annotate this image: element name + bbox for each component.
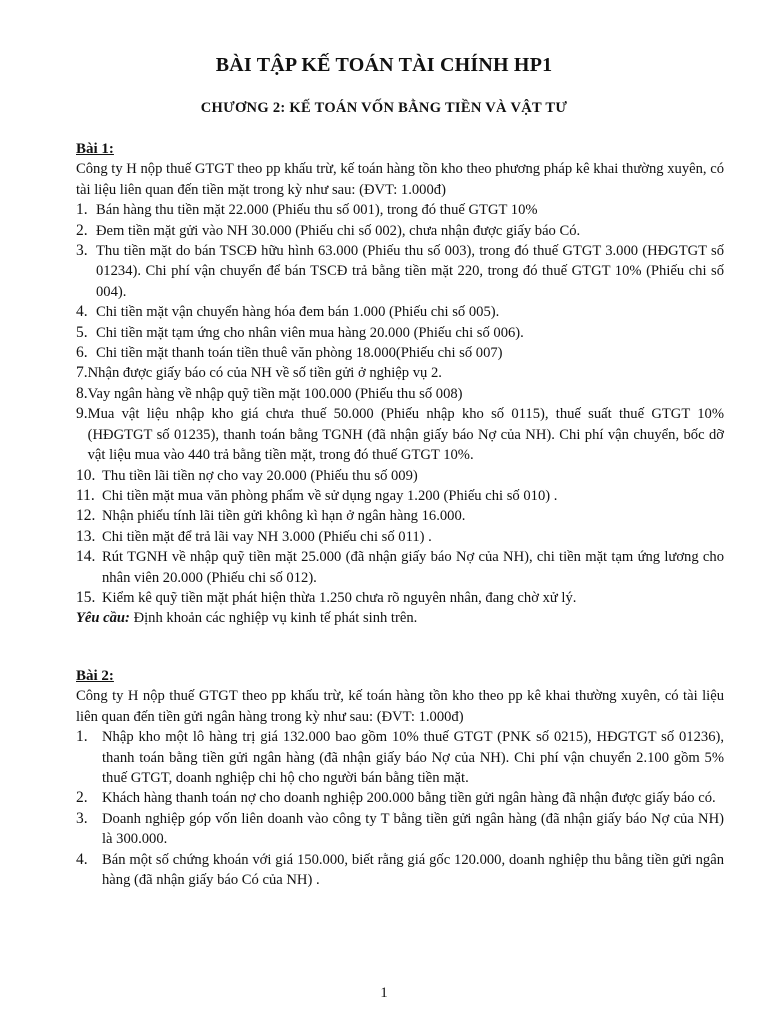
requirement-text: Định khoản các nghiệp vụ kinh tế phát sinh trên.	[129, 610, 418, 627]
page-number: 1	[380, 985, 388, 1001]
item-number: 15.	[76, 588, 96, 606]
item-text: Nhận được giấy báo có của NH về số tiền gửi ở nghiệp vụ 2.	[87, 365, 442, 382]
item-number: 3.	[76, 809, 88, 827]
item-text: Nhập kho một lô hàng trị giá 132.000 bao gồm 10% thuế GTGT (PNK số 0215), HĐGTGT số 01236), thanh toán bằng tiền gửi ngân hàng (đã nhận giấy báo Nợ của NH). Chi phí vận chuyển 2.100 gồm 5% thuế GTGT, doanh nghiệp chi hộ cho người bán bằng tiền mặt.	[102, 729, 724, 787]
list-item	[76, 547, 724, 588]
list-item	[76, 809, 724, 850]
item-text: Chi tiền mặt vận chuyển hàng hóa đem bán 1.000 (Phiếu chi số 005).	[96, 304, 500, 321]
exercise-1-list	[76, 200, 724, 608]
item-number: 11.	[76, 486, 95, 504]
list-item	[76, 527, 724, 547]
item-text: Rút TGNH về nhập quỹ tiền mặt 25.000 (đã nhận giấy báo Nợ của NH), chi tiền mặt tạm ứng lương cho nhân viên 20.000 (Phiếu chi số 012).	[102, 549, 724, 586]
list-item	[76, 788, 724, 808]
exercise-1	[76, 139, 724, 629]
item-text: Kiểm kê quỹ tiền mặt phát hiện thừa 1.250 chưa rõ nguyên nhân, đang chờ xử lý.	[102, 589, 577, 606]
exercise-2-intro: Công ty H nộp thuế GTGT theo pp khấu trừ, kế toán hàng tồn kho theo pp kê khai thường xuyên, có tài liệu liên quan đến tiền gửi ngân hàng trong kỳ như sau: (ĐVT: 1.000đ)	[76, 688, 724, 725]
exercise-1-requirement	[76, 608, 724, 628]
item-text: Khách hàng thanh toán nợ cho doanh nghiệp 200.000 bằng tiền gửi ngân hàng đã nhận được giấy báo có.	[102, 790, 716, 807]
exercise-1-heading: Bài 1:	[76, 141, 114, 157]
list-item	[76, 302, 724, 322]
list-item	[76, 241, 724, 302]
item-number: 1.	[76, 728, 88, 746]
item-number: 8.	[76, 384, 88, 402]
list-item	[76, 588, 724, 608]
list-item	[76, 466, 724, 486]
item-text: Doanh nghiệp góp vốn liên doanh vào công ty T bằng tiền gửi ngân hàng (đã nhận giấy báo Nợ của NH) là 300.000.	[102, 810, 724, 848]
list-item	[76, 363, 724, 383]
exercise-2-list	[76, 727, 724, 890]
item-number: 5.	[76, 323, 88, 341]
list-item	[76, 486, 724, 506]
list-item	[76, 727, 724, 788]
item-text: Đem tiền mặt gửi vào NH 30.000 (Phiếu chi số 002), chưa nhận được giấy báo Có.	[96, 222, 581, 239]
exercise-2-heading: Bài 2:	[76, 668, 114, 684]
item-number: 12.	[76, 507, 96, 525]
item-text: Mua vật liệu nhập kho giá chưa thuế 50.000 (Phiếu nhập kho số 0115), thuế suất thuế GTGT 10% (HĐGTGT số 01235), thanh toán bằng TGNH (đã nhận giấy báo Nợ của NH). Chi phí vận chuyển, bốc dỡ vật liệu mua vào 440 trả bằng tiền mặt, trong đó thuế GTGT 10%.	[87, 406, 724, 464]
list-item	[76, 221, 724, 241]
item-number: 10.	[76, 466, 96, 484]
exercise-2	[76, 666, 724, 890]
item-number: 3.	[76, 242, 88, 260]
item-text: Chi tiền mặt thanh toán tiền thuê văn phòng 18.000(Phiếu chi số 007)	[96, 345, 503, 362]
list-item	[76, 384, 724, 404]
item-number: 14.	[76, 548, 96, 566]
item-number: 1.	[76, 201, 88, 219]
item-number: 13.	[76, 527, 96, 545]
item-text: Vay ngân hàng về nhập quỹ tiền mặt 100.000 (Phiếu thu số 008)	[87, 385, 463, 402]
item-number: 2.	[76, 789, 88, 807]
item-text: Bán một số chứng khoán với giá 150.000, biết rằng giá gốc 120.000, doanh nghiệp thu bằng tiền gửi ngân hàng (đã nhận giấy báo Có của NH) .	[102, 851, 724, 889]
item-text: Thu tiền lãi tiền nợ cho vay 20.000 (Phiếu thu số 009)	[102, 467, 418, 484]
item-number: 9.	[76, 405, 88, 423]
requirement-label: Yêu cầu:	[76, 610, 130, 627]
item-number: 6.	[76, 344, 88, 362]
list-item	[76, 323, 724, 343]
list-item	[76, 404, 724, 465]
exercise-1-intro: Công ty H nộp thuế GTGT theo pp khấu trừ, kế toán hàng tồn kho theo phương pháp kê khai thường xuyên, có tài liệu liên quan đến tiền mặt trong kỳ như sau: (ĐVT: 1.000đ)	[76, 161, 724, 198]
item-text: Chi tiền mặt mua văn phòng phẩm về sử dụng ngay 1.200 (Phiếu chi số 010) .	[102, 487, 558, 504]
item-text: Chi tiền mặt để trả lãi vay NH 3.000 (Phiếu chi số 011) .	[102, 528, 432, 545]
item-number: 4.	[76, 850, 88, 868]
list-item	[76, 506, 724, 526]
item-text: Bán hàng thu tiền mặt 22.000 (Phiếu thu số 001), trong đó thuế GTGT 10%	[96, 202, 538, 219]
list-item	[76, 200, 724, 220]
document-title: BÀI TẬP KẾ TOÁN TÀI CHÍNH HP1	[215, 54, 553, 76]
item-number: 4.	[76, 303, 88, 321]
list-item	[76, 343, 724, 363]
chapter-title: CHƯƠNG 2: KẾ TOÁN VỐN BẰNG TIỀN VÀ VẬT TƯ	[200, 100, 568, 116]
item-number: 7.	[76, 364, 88, 382]
item-text: Chi tiền mặt tạm ứng cho nhân viên mua hàng 20.000 (Phiếu chi số 006).	[96, 324, 524, 341]
item-text: Thu tiền mặt do bán TSCĐ hữu hình 63.000 (Phiếu thu số 003), trong đó thuế GTGT 3.000 (HĐGTGT số 01234). Chi phí vận chuyển để bán TSCĐ trả bằng tiền mặt 220, trong đó thuế GTGT 10% (Phiếu chi số 004).	[96, 243, 724, 300]
list-item	[76, 850, 724, 891]
item-number: 2.	[76, 221, 88, 239]
item-text: Nhận phiếu tính lãi tiền gửi không kì hạn ở ngân hàng 16.000.	[102, 508, 466, 525]
